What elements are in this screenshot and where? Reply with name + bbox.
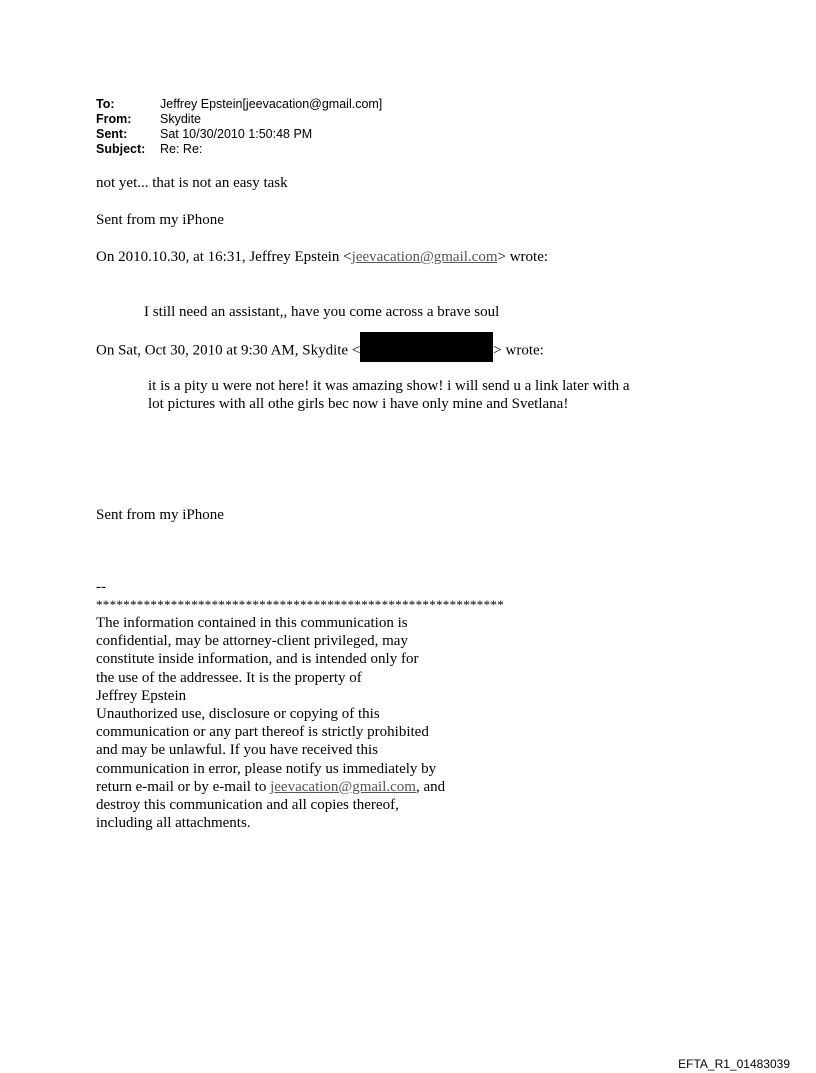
disclaimer-line: communication or any part thereof is strictly prohibited (96, 724, 429, 741)
quote-header-1 (96, 248, 548, 266)
document-id: EFTA_R1_01483039 (678, 1057, 790, 1071)
quote-header-2-prefix: On Sat, Oct 30, 2010 at 9:30 AM, Skydite < (96, 342, 361, 359)
email-link[interactable]: jeevacation@gmail.com (351, 249, 498, 265)
subject-value: Re: Re: (160, 142, 203, 156)
sent-value: Sat 10/30/2010 1:50:48 PM (160, 127, 313, 141)
to-row (96, 97, 382, 112)
disclaimer-line: including all attachments. (96, 815, 251, 832)
signature-stars: ************************************************************ (96, 597, 504, 612)
disclaimer-line: Jeffrey Epstein (96, 687, 187, 704)
from-value: Skydite (160, 112, 201, 126)
quote-header-1-suffix: > wrote: (497, 249, 549, 265)
sent-label: Sent: (96, 127, 128, 141)
to-value: Jeffrey Epstein[jeevacation@gmail.com] (160, 97, 383, 111)
disclaimer (96, 614, 476, 832)
signature-2: Sent from my iPhone (96, 507, 224, 523)
quote-header-2 (96, 340, 544, 362)
subject-label: Subject: (96, 142, 146, 156)
from-label: From: (96, 112, 132, 126)
disclaimer-line: the use of the addressee. It is the property of (96, 669, 362, 686)
redaction-box (360, 332, 493, 362)
quoted-message: I still need an assistant,, have you come across a brave soul (144, 304, 500, 320)
disclaimer-line: constitute inside information, and is intended only for (96, 651, 419, 668)
disclaimer-line: confidential, may be attorney-client privileged, may (96, 633, 408, 650)
nested-line-1: it is a pity u were not here! it was amazing show! i will send u a link later with a (148, 378, 630, 394)
disclaimer-line: destroy this communication and all copies thereof, (96, 797, 399, 814)
disclaimer-line: communication in error, please notify us immediately by (96, 760, 437, 777)
return-suffix: , and (415, 778, 446, 795)
quote-header-1-prefix: On 2010.10.30, at 16:31, Jeffrey Epstein < (96, 249, 352, 265)
from-row (96, 112, 382, 127)
signature-dashes: -- (96, 579, 106, 595)
email-header (96, 97, 382, 157)
signature-1: Sent from my iPhone (96, 212, 224, 228)
sent-row (96, 127, 382, 142)
return-prefix: return e-mail or by e-mail to (96, 778, 271, 795)
nested-message (148, 377, 630, 413)
disclaimer-return-line (96, 778, 476, 796)
to-label: To: (96, 97, 115, 111)
disclaimer-line: The information contained in this communication is (96, 615, 408, 631)
disclaimer-email-link[interactable]: jeevacation@gmail.com (270, 778, 416, 795)
body-line-1: not yet... that is not an easy task (96, 175, 288, 191)
disclaimer-line: and may be unlawful. If you have received this (96, 742, 378, 759)
subject-row (96, 142, 382, 157)
nested-line-2: lot pictures with all othe girls bec now i have only mine and Svetlana! (148, 396, 569, 412)
disclaimer-line: Unauthorized use, disclosure or copying of this (96, 706, 380, 723)
quote-header-2-suffix: > wrote: (493, 342, 544, 359)
